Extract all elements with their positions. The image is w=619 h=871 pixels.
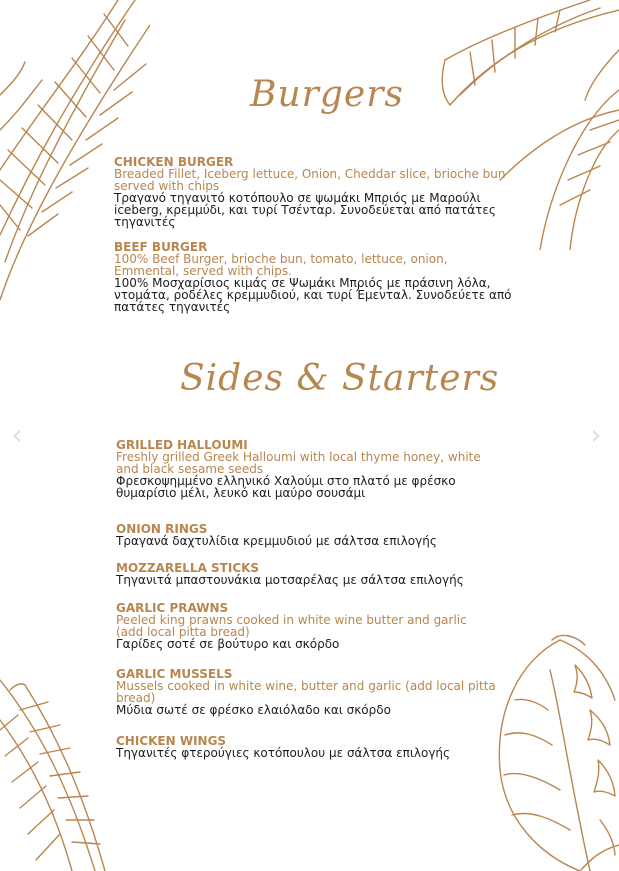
- section-title-sides-starters: Sides & Starters: [180, 358, 500, 399]
- item-description-en: Breaded Fillet, Iceberg lettuce, Onion, Cheddar slice, brioche bun served with chips: [114, 167, 506, 193]
- item-description-gr: Μύδια σωτέ σε φρέσκο ελαιόλαδο και σκόρδο: [116, 703, 391, 717]
- menu-item-chicken-burger: [114, 156, 514, 228]
- item-description-gr: Τραγανά δαχτυλίδια κρεμμυδιού με σάλτσα επιλογής: [116, 534, 437, 548]
- item-description-en: 100% Beef Burger, brioche bun, tomato, lettuce, onion, Emmental, served with chips.: [114, 252, 448, 278]
- menu-item-chicken-wings: [116, 735, 516, 759]
- item-description-gr: Γαρίδες σοτέ σε βούτυρο και σκόρδο: [116, 637, 340, 651]
- item-description-en: Mussels cooked in white wine, butter and garlic (add local pitta bread): [116, 679, 496, 705]
- menu-item-beef-burger: [114, 241, 514, 313]
- item-name: MOZZARELLA STICKS: [116, 561, 260, 575]
- item-description-gr: Τραγανό τηγανιτό κοτόπουλο σε ψωμάκι Μπριός με Μαρούλι iceberg, κρεμμύδι, και τυρί Τσένταρ. Συνοδεύεται από πατάτες τηγανιτές: [114, 191, 496, 229]
- item-name: GARLIC MUSSELS: [116, 667, 233, 681]
- menu-item-garlic-prawns: [116, 602, 496, 650]
- item-description-gr: 100% Μοσχαρίσιος κιμάς σε Ψωμάκι Μπριός με πράσινη λόλα, ντομάτα, ροδέλες κρεμμυδιού, και τυρί Έμενταλ. Συνοδεύετε από πατάτες τηγανιτές: [114, 276, 512, 314]
- item-name: CHICKEN BURGER: [114, 155, 234, 169]
- item-description-gr: Τηγανιτές φτερούγιες κοτόπουλου με σάλτσα επιλογής: [116, 746, 451, 760]
- item-name: BEEF BURGER: [114, 240, 208, 254]
- menu-item-onion-rings: [116, 523, 516, 547]
- menu-item-mozzarella-sticks: [116, 562, 516, 586]
- menu-item-grilled-halloumi: [116, 439, 504, 499]
- section-title-burgers: Burgers: [250, 74, 404, 115]
- item-description-gr: Τηγανιτά μπαστουνάκια μοτσαρέλας με σάλτσα επιλογής: [116, 573, 464, 587]
- item-name: CHICKEN WINGS: [116, 734, 227, 748]
- menu-item-garlic-mussels: [116, 668, 496, 716]
- item-name: GARLIC PRAWNS: [116, 601, 229, 615]
- item-name: GRILLED HALLOUMI: [116, 438, 248, 452]
- next-page-arrow-icon[interactable]: ›: [590, 418, 602, 451]
- previous-page-arrow-icon[interactable]: ‹: [11, 418, 23, 451]
- item-description-en: Freshly grilled Greek Halloumi with local thyme honey, white and black sesame seeds: [116, 450, 481, 476]
- item-description-gr: Φρεσκοψημμένο ελληνικό Χαλούμι στο πλατό με φρέσκο θυμαρίσιο μέλι, λευκό και μαύρο σουσάμι: [116, 474, 456, 500]
- item-description-en: Peeled king prawns cooked in white wine butter and garlic (add local pitta bread): [116, 613, 467, 639]
- leaf-decoration-bottom-left-icon: [0, 670, 110, 871]
- item-name: ONION RINGS: [116, 522, 208, 536]
